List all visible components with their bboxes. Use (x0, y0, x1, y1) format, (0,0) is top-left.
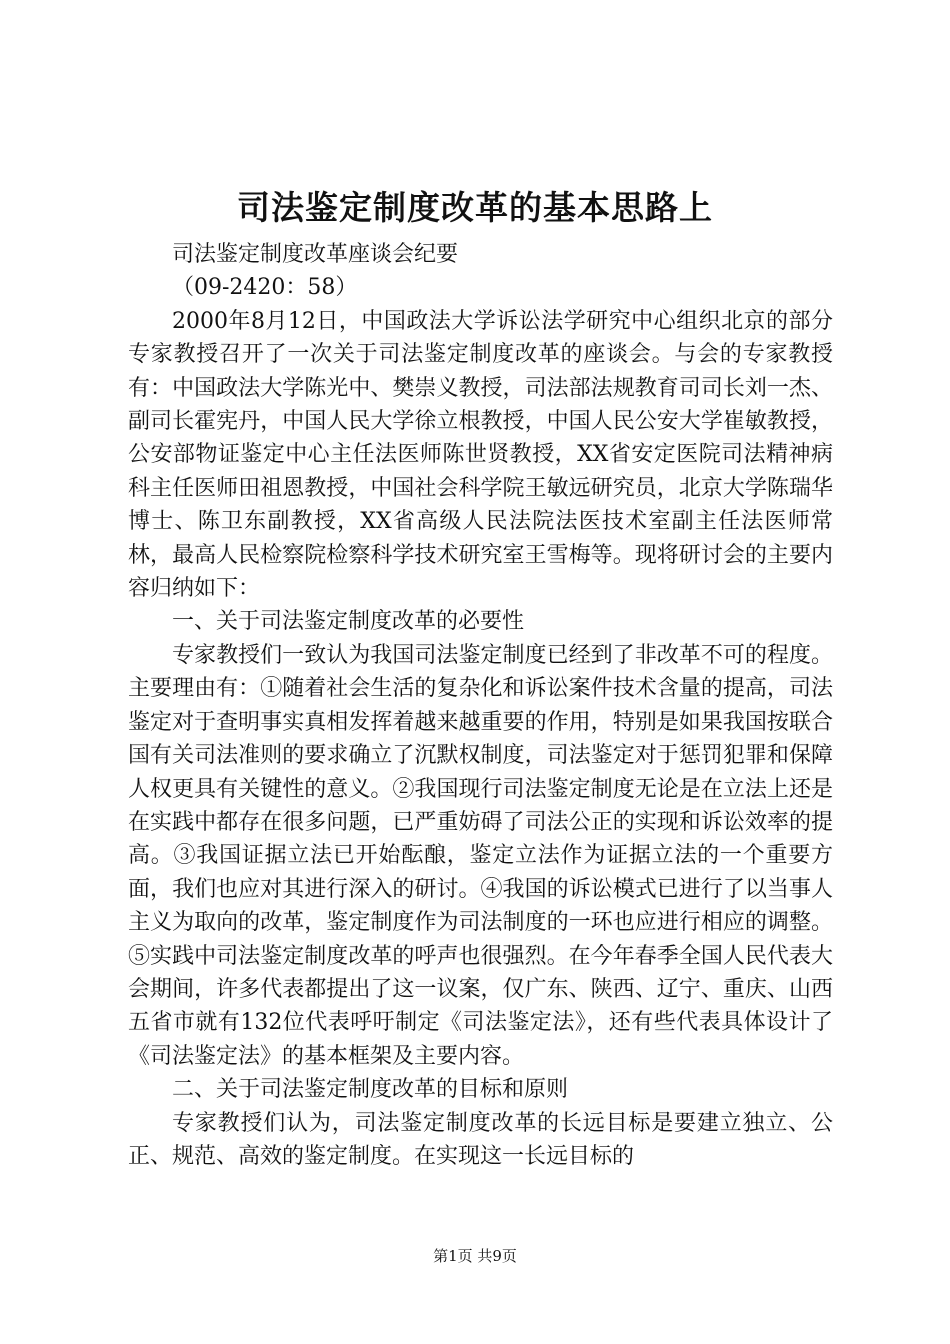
page-footer: 第1页 共9页 (433, 1247, 517, 1265)
subtitle: 司法鉴定制度改革座谈会纪要 (172, 242, 459, 267)
paragraph-intro: 2000年8月12日，中国政法大学诉讼法学研究中心组织北京的部分专家教授召开了一次关于司法鉴定制度改革的座谈会。与会的专家教授有：中国政法大学陈光中、樊崇义教授，司法部法规教育司司长刘一杰、副司长霍宪丹，中国人民大学徐立根教授，中国人民公安大学崔敏教授，公安部物证鉴定中心主任法医师陈世贤教授，XX省安定医院司法精神病科主任医师田祖恩教授，中国社会科学院王敏远研究员，北京大学陈瑞华博士、陈卫东副教授，XX省高级人民法院法医技术室副主任法医师常林，最高人民检察院检察科学技术研究室王雪梅等。现将研讨会的主要内容归纳如下： (128, 308, 833, 602)
section-heading-goals: 二、关于司法鉴定制度改革的目标和原则 (172, 1077, 569, 1103)
paragraph-necessity: 专家教授们一致认为我国司法鉴定制度已经到了非改革不可的程度。主要理由有：①随着社会生活的复杂化和诉讼案件技术含量的提高，司法鉴定对于查明事实真相发挥着越来越重要的作用，特别是如果我国按联合国有关司法准则的要求确立了沉默权制度，司法鉴定对于惩罚犯罪和保障人权更具有关键性的意义。②我国现行司法鉴定制度无论是在立法上还是在实践中都存在很多问题，已严重妨碍了司法公正的实现和诉讼效率的提高。③我国证据立法已开始酝酿，鉴定立法作为证据立法的一个重要方面，我们也应对其进行深入的研讨。④我国的诉讼模式已进行了以当事人主义为取向的改革，鉴定制度作为司法制度的一环也应进行相应的调整。⑤实践中司法鉴定制度改革的呼声也很强烈。在今年春季全国人民代表大会期间，许多代表都提出了这一议案，仅广东、陕西、辽宁、重庆、山西五省市就有132位代表呼吁制定《司法鉴定法》，还有些代表具体设计了《司法鉴定法》的基本框架及主要内容。 (128, 642, 833, 1069)
document-code: （09-2420：58） (172, 275, 358, 301)
paragraph-goals: 专家教授们认为，司法鉴定制度改革的长远目标是要建立独立、公正、规范、高效的鉴定制度。在实现这一长远目标的 (128, 1110, 833, 1169)
page-title: 司法鉴定制度改革的基本思路上 (237, 188, 713, 227)
document-body (128, 238, 833, 1173)
section-heading-necessity: 一、关于司法鉴定制度改革的必要性 (172, 609, 525, 635)
